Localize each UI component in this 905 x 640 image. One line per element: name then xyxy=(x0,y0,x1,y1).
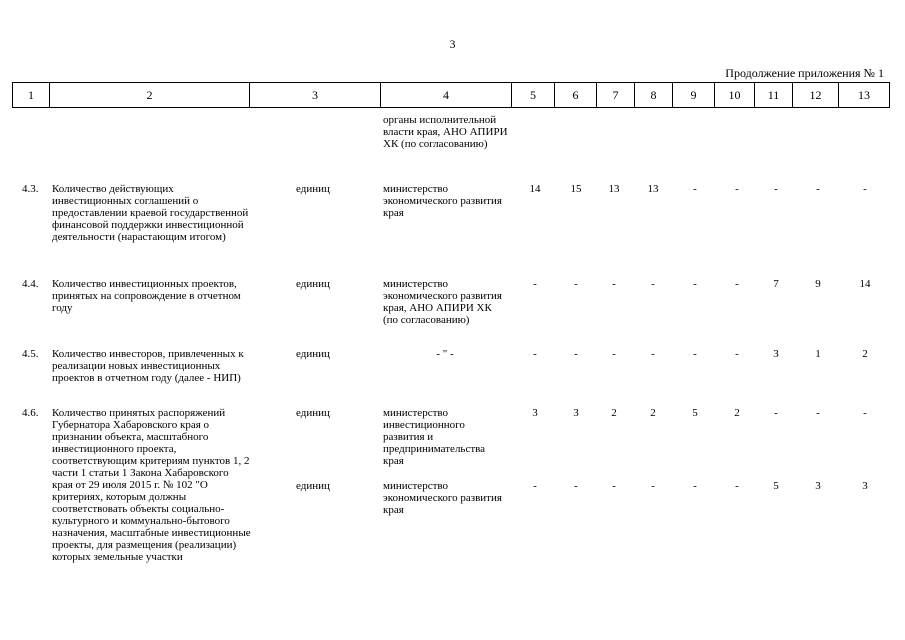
value-cell: 3 xyxy=(862,480,868,492)
value-cell: - xyxy=(533,348,537,360)
value-cell: - xyxy=(816,407,820,419)
header-cell: 8 xyxy=(635,83,673,108)
row-agency: министерство экономического развития края xyxy=(383,480,502,516)
value-cell: - xyxy=(574,348,578,360)
header-cell: 5 xyxy=(512,83,555,108)
value-cell: - xyxy=(693,480,697,492)
value-cell: - xyxy=(574,480,578,492)
value-cell: - xyxy=(863,407,867,419)
appendix-continuation: Продолжение приложения № 1 xyxy=(725,66,884,80)
value-cell: - xyxy=(533,278,537,290)
row-number: 4.4. xyxy=(22,278,39,290)
header-cell: 1 xyxy=(13,83,50,108)
row-agency: министерство экономического развития края xyxy=(383,183,502,219)
value-cell: 3 xyxy=(773,348,779,360)
header-cell: 6 xyxy=(555,83,597,108)
row-unit: единиц xyxy=(296,407,330,419)
value-cell: 7 xyxy=(773,278,779,290)
header-cell: 12 xyxy=(793,83,839,108)
row-unit: единиц xyxy=(296,183,330,195)
row-unit: единиц xyxy=(296,348,330,360)
value-cell: - xyxy=(693,183,697,195)
header-cell: 3 xyxy=(250,83,381,108)
value-cell: - xyxy=(651,278,655,290)
header-cell: 4 xyxy=(381,83,512,108)
value-cell: - xyxy=(693,348,697,360)
value-cell: - xyxy=(774,407,778,419)
header-cell: 7 xyxy=(597,83,635,108)
value-cell: 14 xyxy=(859,278,871,290)
value-cell: - xyxy=(612,278,616,290)
value-cell: - xyxy=(612,480,616,492)
header-row xyxy=(13,83,890,108)
header-cell: 10 xyxy=(715,83,755,108)
value-cell: 3 xyxy=(532,407,538,419)
column-header-table xyxy=(12,82,890,108)
value-cell: 2 xyxy=(862,348,868,360)
row-unit: единиц xyxy=(296,278,330,290)
value-cell: 14 xyxy=(529,183,541,195)
row-number: 4.5. xyxy=(22,348,39,360)
value-cell: - xyxy=(651,480,655,492)
row-agency-ditto: - " - xyxy=(436,348,454,360)
value-cell: - xyxy=(651,348,655,360)
value-cell: 3 xyxy=(573,407,579,419)
row-description: Количество инвесторов, привлеченных к реализации новых инвестиционных проектов в отчетном году (далее - НИП) xyxy=(52,348,244,384)
row-description: Количество инвестиционных проектов, принятых на сопровождение в отчетном году xyxy=(52,278,241,314)
value-cell: 2 xyxy=(611,407,617,419)
value-cell: - xyxy=(863,183,867,195)
header-cell: 9 xyxy=(673,83,715,108)
value-cell: 5 xyxy=(692,407,698,419)
value-cell: - xyxy=(735,278,739,290)
value-cell: 5 xyxy=(773,480,779,492)
header-cell: 11 xyxy=(755,83,793,108)
value-cell: - xyxy=(612,348,616,360)
value-cell: - xyxy=(574,278,578,290)
value-cell: - xyxy=(774,183,778,195)
value-cell: 13 xyxy=(647,183,659,195)
value-cell: 3 xyxy=(815,480,821,492)
value-cell: 13 xyxy=(608,183,620,195)
prev-row-agency: органы исполнительной власти края, АНО АПИРИ ХК (по согласованию) xyxy=(383,114,508,150)
row-unit: единиц xyxy=(296,480,330,492)
value-cell: 15 xyxy=(570,183,582,195)
row-description: Количество действующих инвестиционных соглашений о предоставлении краевой государственной финансовой поддержки инвестиционной деятельности (нарастающим итогом) xyxy=(52,183,249,243)
row-number: 4.3. xyxy=(22,183,39,195)
header-cell: 13 xyxy=(839,83,890,108)
value-cell: 2 xyxy=(734,407,740,419)
row-agency: министерство экономического развития края, АНО АПИРИ ХК (по согласованию) xyxy=(383,278,502,326)
value-cell: - xyxy=(816,183,820,195)
row-description: Количество принятых распоряжений Губернатора Хабаровского края о признании объекта, масштабного инвестиционного проекта, соответствующим критериям пунктов 1, 2 части 1 статьи 1 Закона Хабаровского края от 29 июля 2015 г. № 102 "О критериях, которым должны соответствовать объекты социально-культурного и коммунально-бытового назначения, масштабные инвестиционные проекты, для размещения (реализации) которых земельные участки xyxy=(52,407,251,563)
value-cell: - xyxy=(693,278,697,290)
row-agency: министерство инвестиционного развития и предпринимательства края xyxy=(383,407,486,467)
value-cell: 1 xyxy=(815,348,821,360)
page-number: 3 xyxy=(449,37,456,51)
value-cell: - xyxy=(735,183,739,195)
value-cell: 9 xyxy=(815,278,821,290)
value-cell: 2 xyxy=(650,407,656,419)
value-cell: - xyxy=(735,480,739,492)
value-cell: - xyxy=(533,480,537,492)
value-cell: - xyxy=(735,348,739,360)
row-number: 4.6. xyxy=(22,407,39,419)
header-cell: 2 xyxy=(50,83,250,108)
